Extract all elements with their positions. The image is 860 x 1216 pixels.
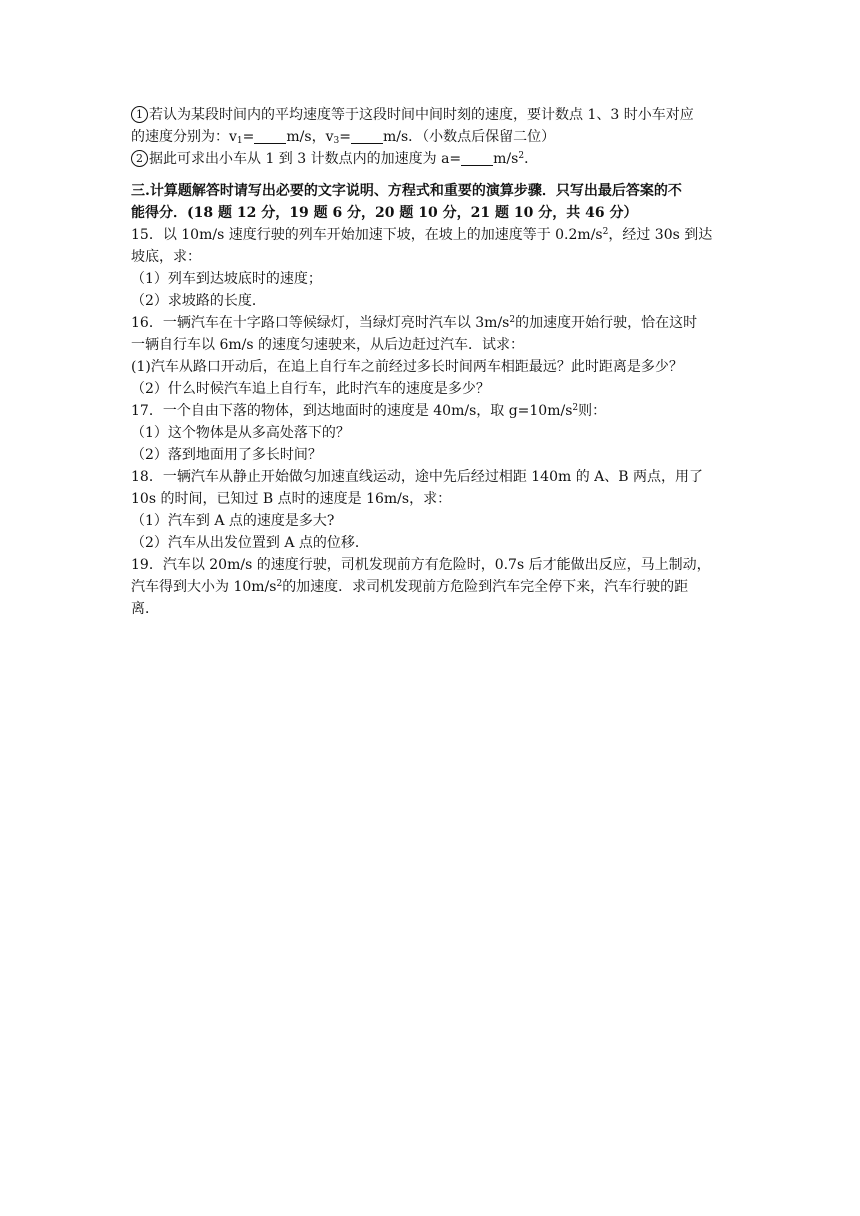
q16-text-a: 16．一辆汽车在十字路口等候绿灯，当绿灯亮时汽车以 3m/s	[131, 315, 510, 331]
circled-number-1: 1	[131, 106, 148, 123]
section3-heading-line2: 能得分．(18 题 12 分，19 题 6 分，20 题 10 分，21 题 10 分，共 46 分）	[131, 205, 638, 221]
q18-line1: 18．一辆汽车从静止开始做匀加速直线运动，途中先后经过相距 140m 的 A、B 两点，用了	[131, 469, 704, 485]
equals-sign: =	[242, 129, 255, 145]
q19-line1: 19．汽车以 20m/s 的速度行驶，司机发现前方有危险时，0.7s 后才能做出反应，马上制动，	[131, 557, 711, 573]
q19-text-a: 汽车得到大小为 10m/s	[131, 579, 277, 595]
superscript-2: 2	[602, 227, 609, 237]
q19-line3: 离．	[131, 601, 159, 617]
q15-sub2: （2）求坡路的长度．	[131, 293, 266, 309]
q14-velocity-label: 的速度分别为：v	[131, 129, 237, 145]
q16-line1	[131, 312, 731, 334]
q19-text-b: 的加速度．求司机发现前方危险到汽车完全停下来，汽车行驶的距	[282, 579, 689, 595]
answer-blank-a	[461, 151, 493, 166]
answer-blank-v3	[351, 129, 383, 144]
q15-text-a: 15．以 10m/s 速度行驶的列车开始加速下坡，在坡上的加速度等于 0.2m/s	[131, 227, 603, 243]
q18-line2: 10s 的时间，已知过 B 点时的速度是 16m/s，求：	[131, 491, 452, 507]
q14-item1-end: m/s．（小数点后保留二位）	[382, 129, 556, 145]
q18-sub1: （1）汽车到 A 点的速度是多大?	[131, 513, 335, 529]
q16-text-b: 的加速度开始行驶，恰在这时	[515, 315, 698, 331]
q17-text-b: 则：	[578, 403, 607, 419]
superscript-2: 2	[509, 315, 516, 325]
q17-text-a: 17．一个自由下落的物体，到达地面时的速度是 40m/s，取 g=10m/s	[131, 403, 573, 419]
document-body	[131, 104, 731, 620]
q15-line2: 坡底，求：	[131, 249, 201, 265]
q15-sub1: （1）列车到达坡底时的速度；	[131, 271, 322, 287]
q16-sub2: （2）什么时候汽车追上自行车，此时汽车的速度是多少？	[131, 381, 490, 397]
q14-item2-text: 据此可求出小车从 1 到 3 计数点内的加速度为 a=	[149, 151, 462, 167]
q14-item1-line1	[131, 104, 731, 126]
punctuation: ．	[524, 151, 539, 167]
unit-label: m/s	[286, 129, 312, 145]
q14-item1-line2	[131, 126, 731, 148]
superscript-2: 2	[276, 579, 283, 589]
q16-line2: 一辆自行车以 6m/s 的速度匀速驶来，从后边赶过汽车．试求：	[131, 337, 524, 353]
v3-subscript: 3	[333, 136, 340, 146]
q14-item2-line	[131, 148, 731, 170]
q19-line2	[131, 576, 731, 598]
superscript-2: 2	[572, 403, 579, 413]
q14-velocity-label-2: ，v	[311, 129, 334, 145]
v1-subscript: 1	[236, 136, 243, 146]
circled-number-2: 2	[131, 150, 148, 167]
superscript-2: 2	[518, 151, 525, 161]
q17-sub1: （1）这个物体是从多高处落下的？	[131, 425, 350, 441]
answer-blank-v1	[254, 129, 286, 144]
q14-item1-text: 若认为某段时间内的平均速度等于这段时间中间时刻的速度，要计数点 1、3 时小车对应	[149, 107, 694, 123]
q15-line1	[131, 224, 731, 246]
q15-text-b: ，经过 30s 到达	[608, 227, 713, 243]
section3-heading-line1: 三.计算题解答时请写出必要的文字说明、方程式和重要的演算步骤．只写出最后答案的不	[131, 183, 682, 199]
unit-label: m/s	[493, 151, 519, 167]
q18-sub2: （2）汽车从出发位置到 A 点的位移．	[131, 535, 369, 551]
q17-line1	[131, 400, 731, 422]
q17-sub2: （2）落到地面用了多长时间？	[131, 447, 322, 463]
q16-sub1: (1)汽车从路口开动后，在追上自行车之前经过多长时间两车相距最远？此时距离是多少？	[131, 359, 683, 375]
equals-sign: =	[339, 129, 351, 145]
